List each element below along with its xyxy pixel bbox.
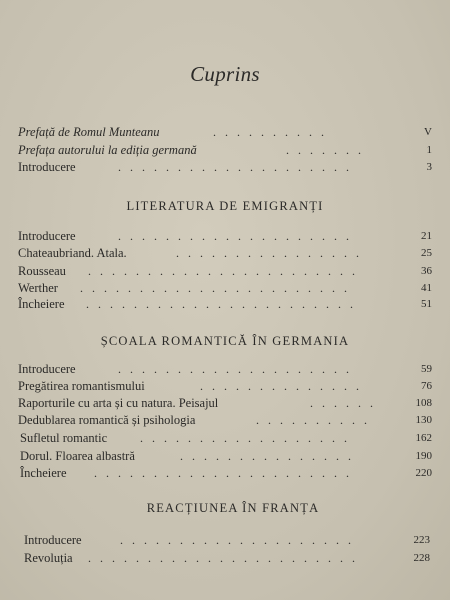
dot-leader: . . . . . . . . . . . . . . . . . . . . <box>118 160 352 174</box>
toc-page-number: 108 <box>415 397 432 409</box>
toc-entry-label: Dedublarea romantică și psihologia <box>18 413 196 427</box>
dot-leader: . . . . . . . <box>286 143 364 157</box>
toc-row <box>24 532 430 548</box>
toc-row <box>20 430 432 446</box>
toc-page-number: 41 <box>421 282 432 294</box>
dot-leader: . . . . . . . . . . . . . . . . . . . . <box>118 362 352 376</box>
toc-page-number: 228 <box>413 552 430 564</box>
toc-entry-label: Rousseau <box>18 264 66 278</box>
toc-row <box>18 361 432 377</box>
dot-leader: . . . . . . . . . . . . . . . . . . . . . . . <box>86 297 356 311</box>
toc-entry-label: Introducere <box>18 362 76 376</box>
toc-page-number: 25 <box>421 247 432 259</box>
toc-entry-label: Încheiere <box>18 297 65 311</box>
toc-entry-label: Prefața autorului la ediția germană <box>18 143 197 157</box>
toc-row <box>18 228 432 244</box>
dot-leader: . . . . . . . . . . . . . . . . . . . . . . . <box>88 551 358 565</box>
dot-leader: . . . . . . . . . . <box>213 125 327 139</box>
toc-row <box>24 550 430 566</box>
toc-entry-label: Introducere <box>18 229 76 243</box>
dot-leader: . . . . . . . . . . . . . . . . . . . . . . <box>94 466 352 480</box>
toc-entry-label: Prefață de Romul Munteanu <box>18 125 160 139</box>
toc-page-number: 76 <box>421 380 432 392</box>
dot-leader: . . . . . . . . . . . . . . . . . . . . <box>120 533 354 547</box>
toc-row <box>20 448 432 464</box>
toc-page-number: 1 <box>426 144 432 156</box>
toc-entry-label: Raporturile cu arta și cu natura. Peisajul <box>18 396 219 410</box>
toc-entry-label: Dorul. Floarea albastră <box>20 449 135 463</box>
toc-page-number: 21 <box>421 230 432 242</box>
toc-row <box>18 142 432 158</box>
toc-row <box>18 245 432 261</box>
dot-leader: . . . . . . . . . . . . . . . . . . . . <box>118 229 352 243</box>
toc-page-number: 3 <box>426 161 432 173</box>
dot-leader: . . . . . . . . . . . . . . . <box>180 449 354 463</box>
toc-page-number: 220 <box>415 467 432 479</box>
toc-row <box>18 395 432 411</box>
dot-leader: . . . . . . . . . . . . . . . . . . <box>140 431 350 445</box>
toc-page-number: 190 <box>415 450 432 462</box>
toc-page-number: 59 <box>421 363 432 375</box>
toc-row <box>18 159 432 175</box>
toc-page-number: 36 <box>421 265 432 277</box>
toc-row <box>18 378 432 394</box>
toc-entry-label: Chateaubriand. Atala. <box>18 246 127 260</box>
toc-entry-label: Revoluția <box>24 551 73 565</box>
section-heading: ȘCOALA ROMANTICĂ ÎN GERMANIA <box>100 334 350 348</box>
toc-page-number: 130 <box>415 414 432 426</box>
page-title: Cuprins <box>190 62 260 86</box>
toc-row <box>18 412 432 428</box>
toc-entry-label: Sufletul romantic <box>20 431 108 445</box>
toc-entry-label: Pregătirea romantismului <box>18 379 145 393</box>
toc-page-number: V <box>424 126 432 138</box>
toc-page-number: 162 <box>415 432 432 444</box>
dot-leader: . . . . . . <box>310 396 376 410</box>
dot-leader: . . . . . . . . . . . . . . . . <box>176 246 362 260</box>
section-heading: REACȚIUNEA ÎN FRANȚA <box>146 501 320 515</box>
dot-leader: . . . . . . . . . . . . . . . . . . . . . . . <box>88 264 358 278</box>
toc-row <box>18 280 432 296</box>
toc-row <box>18 124 432 140</box>
dot-leader: . . . . . . . . . . . . . . <box>200 379 362 393</box>
toc-entry-label: Werther <box>18 281 58 295</box>
toc-row <box>18 296 432 312</box>
toc-entry-label: Introducere <box>24 533 82 547</box>
section-heading: LITERATURA DE EMIGRANȚI <box>126 199 324 213</box>
toc-row <box>20 465 432 481</box>
dot-leader: . . . . . . . . . . . . . . . . . . . . . . . <box>80 281 350 295</box>
toc-entry-label: Introducere <box>18 160 76 174</box>
toc-entry-label: Încheiere <box>20 466 67 480</box>
toc-page-number: 51 <box>421 298 432 310</box>
dot-leader: . . . . . . . . . . <box>256 413 370 427</box>
toc-row <box>18 263 432 279</box>
toc-page-number: 223 <box>413 534 430 546</box>
